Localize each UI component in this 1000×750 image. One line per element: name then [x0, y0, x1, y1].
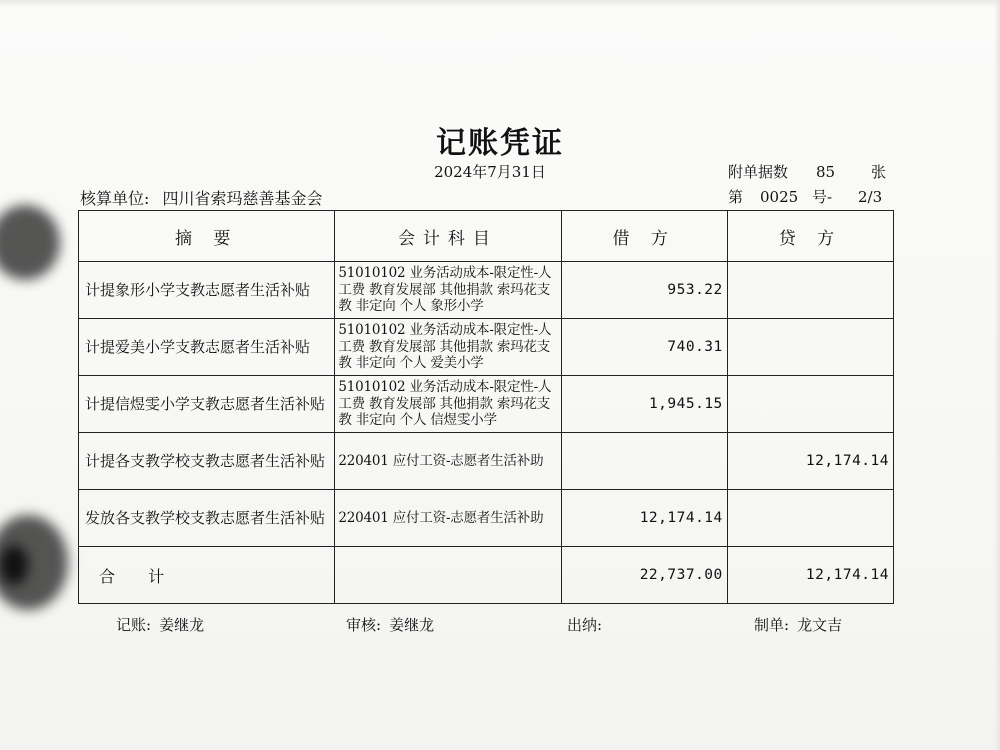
- auditor-label: 审核:: [346, 616, 382, 634]
- row-debit: 12,174.14: [561, 490, 727, 547]
- total-credit: 12,174.14: [727, 547, 893, 604]
- row-credit: [727, 376, 893, 433]
- bookkeeper-signature: [116, 614, 204, 635]
- voucher-table: [78, 210, 894, 604]
- header-account: 会计科目: [335, 211, 561, 262]
- row-credit: [727, 262, 893, 319]
- bookkeeper-label: 记账:: [116, 616, 152, 634]
- total-debit: 22,737.00: [561, 547, 727, 604]
- table-row: [79, 376, 894, 433]
- preparer-signature: [754, 614, 842, 635]
- voucher-number: [728, 186, 882, 207]
- row-account: 51010102 业务活动成本-限定性-人工费 教育发展部 其他捐款 索玛花支教 非定向 个人 信煜雯小学: [335, 376, 561, 433]
- row-account: 220401 应付工资-志愿者生活补助: [335, 490, 561, 547]
- row-debit: [561, 433, 727, 490]
- voucher-date: 2024年7月31日: [434, 163, 546, 181]
- scan-smudge: [0, 545, 28, 585]
- row-credit: [727, 490, 893, 547]
- row-account: 51010102 业务活动成本-限定性-人工费 教育发展部 其他捐款 索玛花支教 非定向 个人 爱美小学: [335, 319, 561, 376]
- total-account-empty: [335, 547, 561, 604]
- header-debit: 借 方: [561, 211, 727, 262]
- preparer-name: 龙文吉: [797, 616, 843, 634]
- voucher-suffix: 号-: [812, 188, 833, 206]
- voucher-title: 记账凭证: [436, 126, 564, 161]
- table-row: [79, 433, 894, 490]
- voucher-no: 0025: [760, 188, 799, 206]
- row-debit: 953.22: [561, 262, 727, 319]
- table-header-row: [79, 211, 894, 262]
- accounting-unit: [80, 186, 323, 209]
- attachments-count: 85: [816, 163, 836, 181]
- paper-right-edge: [994, 0, 1000, 750]
- table-row: [79, 490, 894, 547]
- paper-top-edge: [0, 0, 1000, 8]
- attachments-label: 附单据数: [728, 163, 789, 181]
- row-account: 51010102 业务活动成本-限定性-人工费 教育发展部 其他捐款 索玛花支教 非定向 个人 象形小学: [335, 262, 561, 319]
- header-summary: 摘 要: [79, 211, 335, 262]
- accounting-unit-label: 核算单位:: [80, 189, 150, 208]
- auditor-name: 姜继龙: [389, 616, 435, 634]
- row-summary: 计提爱美小学支教志愿者生活补贴: [79, 319, 335, 376]
- scan-smudge: [0, 205, 60, 280]
- attachments-unit: 张: [871, 163, 887, 181]
- total-row: [79, 547, 894, 604]
- row-debit: 1,945.15: [561, 376, 727, 433]
- row-summary: 计提各支教学校支教志愿者生活补贴: [79, 433, 335, 490]
- attachments-info: [728, 161, 886, 182]
- voucher-page: 2/3: [858, 188, 883, 206]
- row-debit: 740.31: [561, 319, 727, 376]
- cashier-label: 出纳:: [567, 616, 603, 634]
- row-summary: 计提象形小学支教志愿者生活补贴: [79, 262, 335, 319]
- row-credit: 12,174.14: [727, 433, 893, 490]
- header-credit: 贷 方: [727, 211, 893, 262]
- auditor-signature: [346, 614, 434, 635]
- row-account: 220401 应付工资-志愿者生活补助: [335, 433, 561, 490]
- total-label: 合 计: [79, 547, 335, 604]
- row-summary: 计提信煜雯小学支教志愿者生活补贴: [79, 376, 335, 433]
- row-credit: [727, 319, 893, 376]
- row-summary: 发放各支教学校支教志愿者生活补贴: [79, 490, 335, 547]
- voucher-prefix: 第: [728, 188, 744, 206]
- table-row: [79, 262, 894, 319]
- preparer-label: 制单:: [754, 616, 790, 634]
- cashier-signature: [567, 614, 610, 635]
- bookkeeper-name: 姜继龙: [159, 616, 205, 634]
- accounting-unit-name: 四川省索玛慈善基金会: [162, 189, 323, 208]
- table-row: [79, 319, 894, 376]
